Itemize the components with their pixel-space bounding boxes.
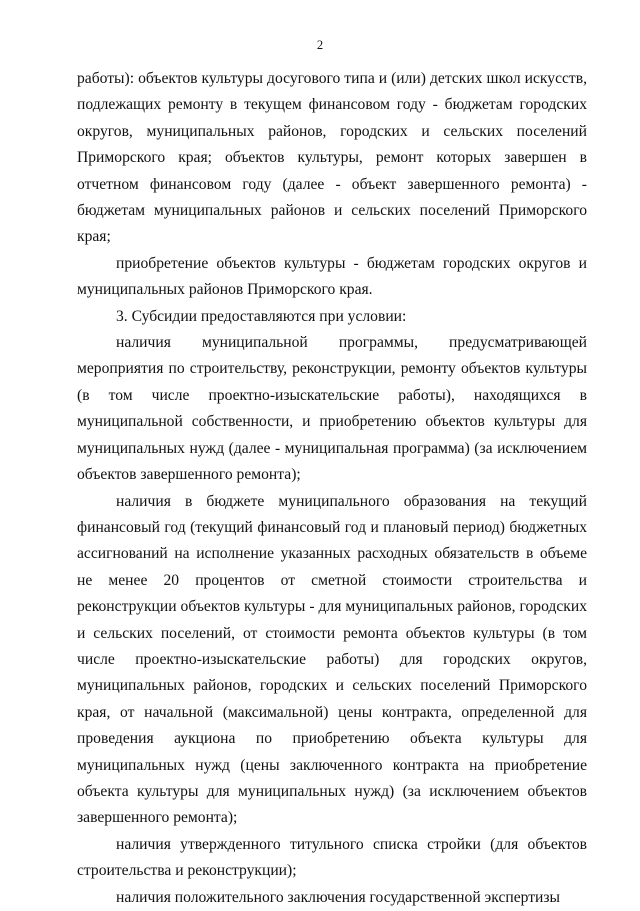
paragraph-section-3-heading: 3. Субсидии предоставляются при условии: bbox=[116, 307, 407, 325]
paragraph-acquisition: приобретение объектов культуры - бюджетам городских округов и муниципальных районов Приморского края. bbox=[77, 254, 587, 299]
document-body bbox=[77, 66, 587, 911]
paragraph-state-expertise: наличия положительного заключения государственной экспертизы bbox=[116, 888, 561, 906]
paragraph-municipal-program: наличия муниципальной программы, предусматривающей мероприятия по строительству, реконструкции, ремонту объектов культуры (в том числе проектно-изыскательские работы), находящихся в муниципальной собственности, и приобретению объектов культуры для муниципальных нужд (далее - муниципальная программа) (за исключением объектов завершенного ремонта); bbox=[77, 334, 587, 484]
paragraph-budget-allocation: наличия в бюджете муниципального образования на текущий финансовый год (текущий финансовый год и плановый период) бюджетных ассигнований на исполнение указанных расходных обязательств в объеме не менее 20 процентов от сметной стоимости строительства и реконструкции объектов культуры - для муниципальных районов, городских и сельских поселений, от стоимости ремонта объектов культуры (в том числе проектно-изыскательские работы) для городских округов, муниципальных районов, городских и сельских поселений Приморского края, от начальной (максимальной) цены контракта, определенной для проведения аукциона по приобретению объекта культуры для муниципальных нужд (цены заключенного контракта на приобретение объекта культуры для муниципальных нужд) (за исключением объектов завершенного ремонта); bbox=[77, 492, 587, 827]
paragraph-continuation: работы): объектов культуры досугового типа и (или) детских школ искусств, подлежащих ремонту в текущем финансовом году - бюджетам городских округов, муниципальных районов, городских и сельских поселений Приморского края; объектов культуры, ремонт которых завершен в отчетном финансовом году (далее - объект завершенного ремонта) - бюджетам муниципальных районов и сельских поселений Приморского края; bbox=[77, 70, 587, 246]
page-number: 2 bbox=[316, 38, 324, 52]
paragraph-title-list: наличия утвержденного титульного списка стройки (для объектов строительства и реконструкции); bbox=[77, 835, 587, 880]
